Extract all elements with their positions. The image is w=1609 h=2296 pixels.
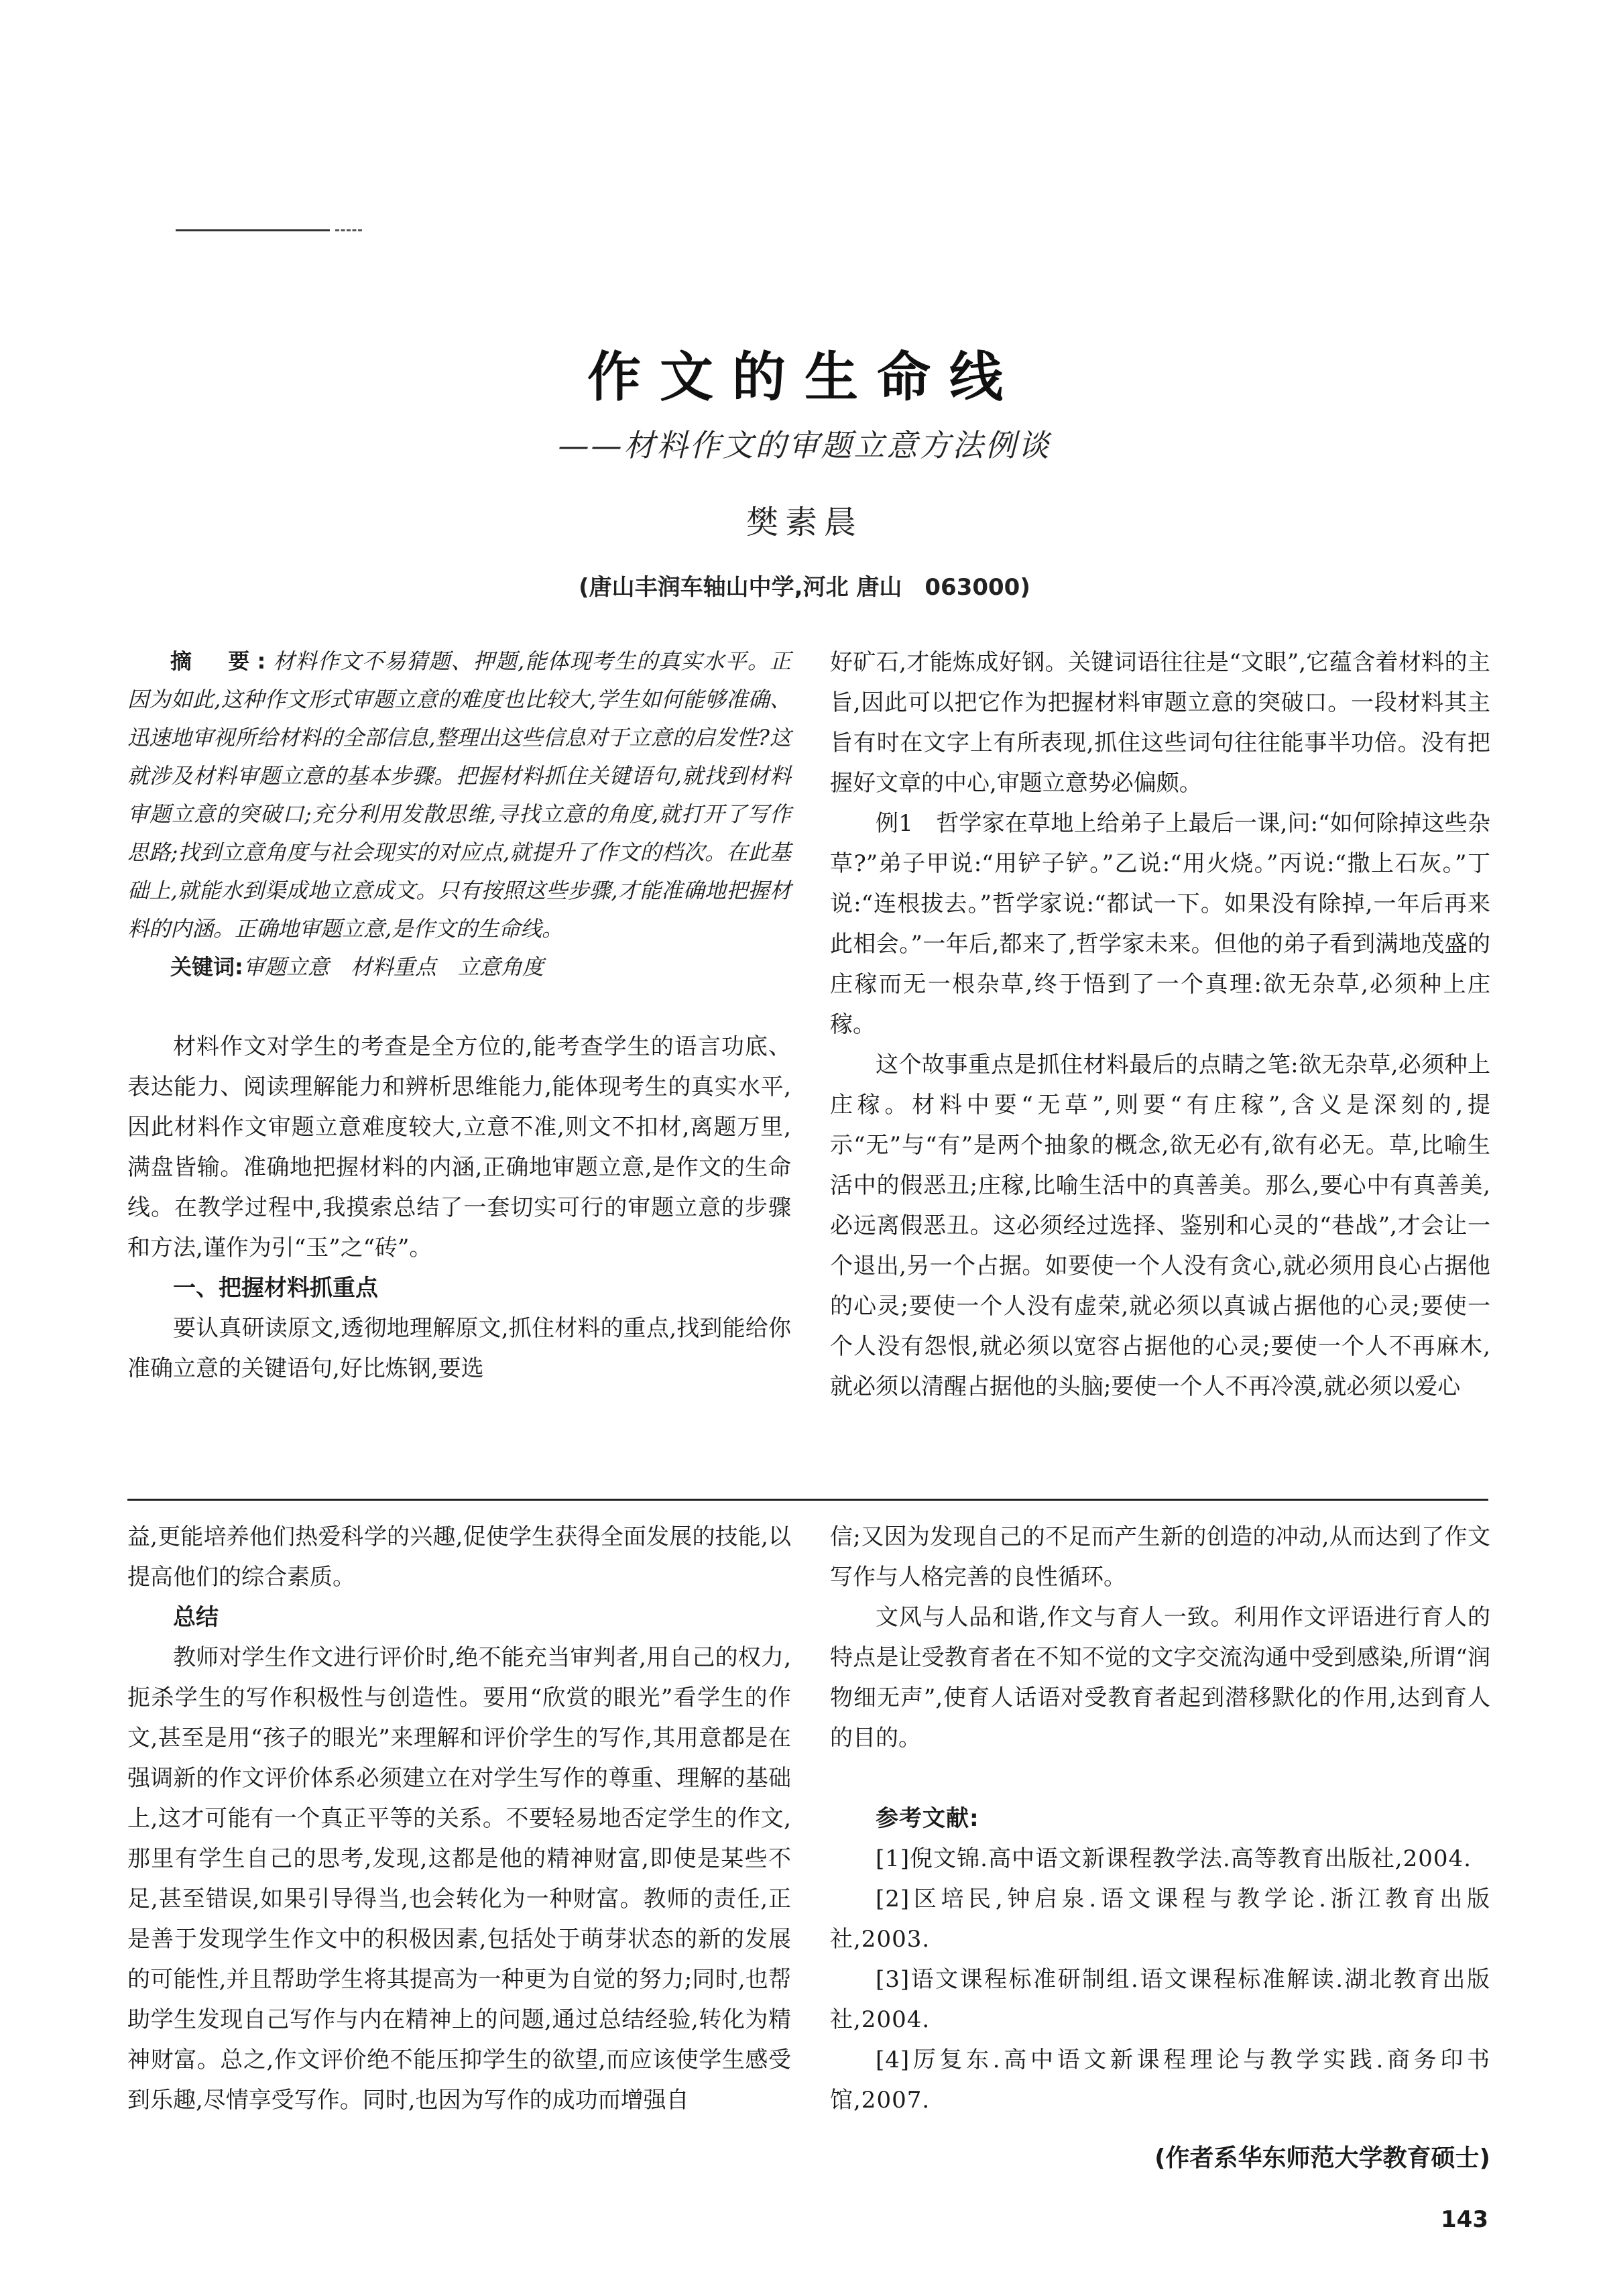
section1-paragraph-start: 要认真研读原文,透彻地理解原文,抓住材料的重点,找到能给你准确立意的关键语句,好比炼钢,要选 [127,1315,791,1382]
summary-heading: 总结 [173,1604,219,1631]
keywords-text: 审题立意 材料重点 立意角度 [243,954,544,980]
intro-paragraph: 材料作文对学生的考查是全方位的,能考查学生的语言功底、表达能力、阅读理解能力和辨析思维能力,能体现考生的真实水平,因此材料作文审题立意难度较大,立意不准,则文不扣材,离题万里,满盘皆输。准确地把握材料的内涵,正确地审题立意,是作文的生命线。在教学过程中,我摸索总结了一套切实可行的审题立意的步骤和方法,谨作为引“玉”之“砖”。 [127,1033,791,1261]
spacer [127,986,791,1027]
reference-item: [1]倪文锦.高中语文新课程教学法.高等教育出版社,2004. [876,1845,1472,1872]
article-subtitle: ——材料作文的审题立意方法例谈 [558,427,1051,463]
author-note: (作者系华东师范大学教育硕士) [1154,2144,1490,2172]
lower-right-paragraph-1: 信;又因为发现自己的不足而产生新的创造的冲动,从而达到了作文写作与人格完善的良性循环。 [830,1524,1490,1591]
abstract [127,642,791,948]
keywords [127,948,791,986]
lower-left-column [127,1517,791,2120]
lower-right-paragraph-2: 文风与人品和谐,作文与育人一致。利用作文评语进行育人的特点是让受教育者在不知不觉的文字交流沟通中受到感染,所谓“润物细无声”,使育人话语对受教育者起到潜移默化的作用,达到育人的目的。 [830,1604,1490,1752]
abstract-text: 材料作文不易猜题、押题,能体现考生的真实水平。正因为如此,这种作文形式审题立意的难度也比较大,学生如何能够准确、迅速地审视所给材料的全部信息,整理出这些信息对于立意的启发性?这就涉及材料审题立意的基本步骤。把握材料抓住关键语句,就找到材料审题立意的突破口;充分利用发散思维,寻找立意的角度,就打开了写作思路;找到立意角度与社会现实的对应点,就提升了作文的档次。在此基础上,就能水到渠成地立意成文。只有按照这些步骤,才能准确地把握材料的内涵。正确地审题立意,是作文的生命线。 [127,648,791,941]
keywords-label: 关键词: [170,954,243,980]
upper-right-column [830,642,1490,1407]
section1-heading: 一、把握材料抓重点 [173,1275,378,1302]
author-name: 樊素晨 [746,504,863,541]
spacer [830,1758,1490,1798]
summary-paragraph: 教师对学生作文进行评价时,绝不能充当审判者,用自己的权力,扼杀学生的写作积极性与创造性。要用“欣赏的眼光”看学生的作文,甚至是用“孩子的眼光”来理解和评价学生的写作,其用意都是在强调新的作文评价体系必须建立在对学生写作的尊重、理解的基础上,这才可能有一个真正平等的关系。不要轻易地否定学生的作文,那里有学生自己的思考,发现,这都是他的精神财富,即使是某些不足,甚至错误,如果引导得当,也会转化为一种财富。教师的责任,正是善于发现学生作文中的积极因素,包括处于萌芽状态的新的发展的可能性,并且帮助学生将其提高为一种更为自觉的努力;同时,也帮助学生发现自己写作与内在精神上的问题,通过总结经验,转化为精神财富。总之,作文评价绝不能压抑学生的欲望,而应该使学生感受到乐趣,尽情享受写作。同时,也因为写作的成功而增强自 [127,1644,791,2114]
references-title: 参考文献: [876,1805,979,1832]
upper-left-column [127,642,791,1389]
example1-paragraph: 例1 哲学家在草地上给弟子上最后一课,问:“如何除掉这些杂草?”弟子甲说:“用铲子铲。”乙说:“用火烧。”丙说:“撒上石灰。”丁说:“连根拔去。”哲学家说:“都试一下。如果没有除掉,一年后再来此相会。”一年后,都来了,哲学家未来。但他的弟子看到满地茂盛的庄稼而无一根杂草,终于悟到了一个真理:欲无杂草,必须种上庄稼。 [830,810,1490,1038]
reference-item: [3]语文课程标准研制组.语文课程标准解读.湖北教育出版社,2004. [830,1966,1490,2033]
author-affiliation: (唐山丰润车轴山中学,河北 唐山 063000) [579,574,1030,601]
header-rule [176,229,330,231]
article-title: 作文的生命线 [587,346,1022,408]
reference-item: [4]厉复东.高中语文新课程理论与教学实践.商务印书馆,2007. [830,2047,1490,2114]
section1-paragraph-cont: 好矿石,才能炼成好钢。关键词语往往是“文眼”,它蕴含着材料的主旨,因此可以把它作为把握材料审题立意的突破口。一段材料其主旨有时在文字上有所表现,抓住这些词句往往能事半功倍。没有把握好文章的中心,审题立意势必偏颇。 [830,649,1490,797]
header-rule-dashed [335,229,362,231]
lower-right-column [830,1517,1490,2120]
reference-item: [2]区培民,钟启泉.语文课程与教学论.浙江教育出版社,2003. [830,1886,1490,1953]
analysis-paragraph: 这个故事重点是抓住材料最后的点睛之笔:欲无杂草,必须种上庄稼。材料中要“无草”,则要“有庄稼”,含义是深刻的,提示“无”与“有”是两个抽象的概念,欲无必有,欲有必无。草,比喻生活中的假恶丑;庄稼,比喻生活中的真善美。那么,要心中有真善美,必远离假恶丑。这必须经过选择、鉴别和心灵的“巷战”,才会让一个退出,另一个占据。如要使一个人没有贪心,就必须用良心占据他的心灵;要使一个人没有虚荣,就必须以真诚占据他的心灵;要使一个人没有怨恨,就必须以宽容占据他的心灵;要使一个人不再麻木,就必须以清醒占据他的头脑;要使一个人不再冷漠,就必须以爱心 [830,1051,1490,1400]
page-number: 143 [1441,2206,1488,2233]
lower-left-paragraph: 益,更能培养他们热爱科学的兴趣,促使学生获得全面发展的技能,以提高他们的综合素质。 [127,1524,791,1591]
abstract-label: 摘 要: [170,648,273,674]
section-divider [127,1499,1488,1501]
references [830,1798,1490,2120]
